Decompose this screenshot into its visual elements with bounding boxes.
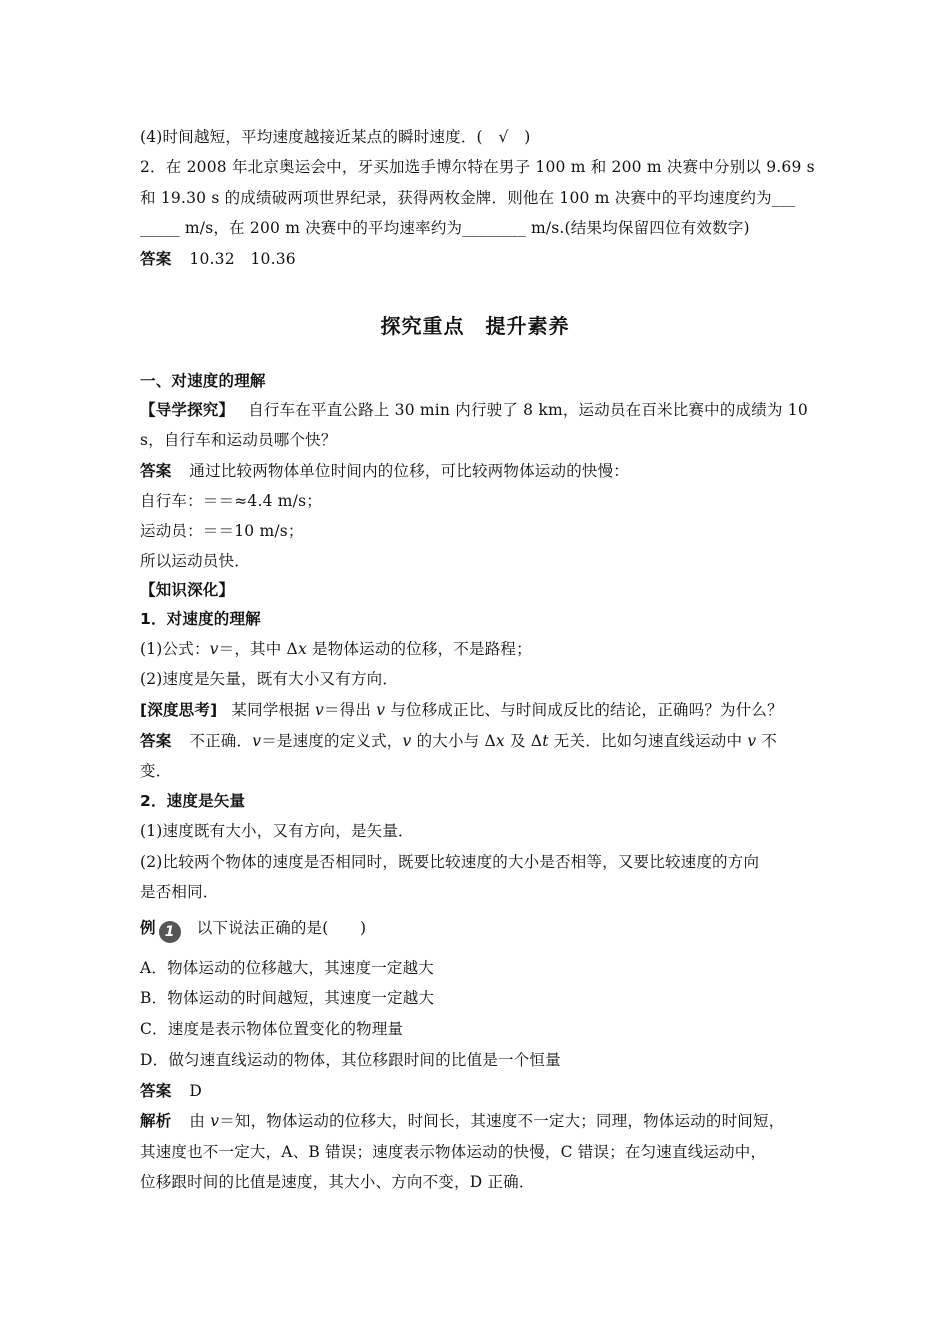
answer-label: 答案 <box>140 462 172 480</box>
var-v: v <box>376 701 386 719</box>
var-v: v <box>747 732 757 750</box>
text: (1)公式： <box>140 640 210 658</box>
answer-label: 答案 <box>140 732 172 750</box>
answer-text: 10.32 10.36 <box>189 250 296 268</box>
option-b: B．物体运动的时间越短，其速度一定越大 <box>140 989 435 1007</box>
deep-label: [深度思考] <box>140 701 218 719</box>
guide-label: 【导学探究】 <box>140 401 235 419</box>
answer-1 <box>140 249 296 269</box>
text: 某同学根据 <box>231 701 316 719</box>
option-c: C．速度是表示物体位置变化的物理量 <box>140 1020 404 1038</box>
solution-line-2: 其速度也不一定大，A、B 错误；速度表示物体运动的快慢，C 错误；在匀速直线运动中， <box>140 1143 767 1161</box>
text: 由 <box>189 1112 211 1130</box>
var-x: x <box>297 640 307 658</box>
vector-line: (2)速度是矢量，既有大小又有方向． <box>140 670 399 688</box>
text: 的大小与 Δ <box>411 732 496 750</box>
knowledge-heading-1: 1．对速度的理解 <box>140 610 261 628</box>
text: 及 Δ <box>504 732 543 750</box>
deep-thinking-line <box>140 700 783 720</box>
knowledge-label: 【知识深化】 <box>140 581 235 599</box>
var-v: v <box>210 1112 220 1130</box>
solution-line-3: 位移跟时间的比值是速度，其大小、方向不变，D 正确． <box>140 1173 535 1191</box>
guide-line-2: s，自行车和运动员哪个快？ <box>140 431 337 449</box>
solution-label: 解析 <box>140 1112 172 1130</box>
runner-speed-line: 运动员：＝＝10 m/s； <box>140 522 304 540</box>
example-question: 以下说法正确的是( ) <box>196 919 367 937</box>
answer-2 <box>140 461 629 481</box>
answer-3 <box>140 731 777 751</box>
example-number-badge: 1 <box>159 921 181 943</box>
vector-item-2-cont: 是否相同． <box>140 883 219 901</box>
text: 与位移成正比、与时间成反比的结论，正确吗？为什么？ <box>385 701 783 719</box>
text: 是物体运动的位移，不是路程； <box>306 640 532 658</box>
text: 不 <box>756 732 778 750</box>
guide-text: 自行车在平直公路上 30 min 内行驶了 8 km，运动员在百米比赛中的成绩为 10 <box>248 401 808 419</box>
text: ＝是速度的定义式， <box>261 732 403 750</box>
vector-item-2: (2)比较两个物体的速度是否相同时，既要比较速度的大小是否相等，又要比较速度的方向 <box>140 853 760 871</box>
knowledge-heading-2: 2．速度是矢量 <box>140 792 246 810</box>
example-1 <box>140 918 366 943</box>
text: ＝知，物体运动的位移大，时间长，其速度不一定大；同理，物体运动的时间短， <box>219 1112 785 1130</box>
var-v: v <box>315 701 324 719</box>
var-v: v <box>209 640 219 658</box>
guide-line-1 <box>140 400 808 420</box>
example-label: 例 <box>140 919 156 937</box>
answer-4 <box>140 1081 202 1101</box>
text: 不正确． <box>189 732 253 750</box>
answer-text: D <box>189 1082 203 1100</box>
solution-line-1 <box>140 1111 784 1131</box>
text: 无关．比如匀速直线运动中 <box>548 732 748 750</box>
var-v: v <box>252 732 262 750</box>
var-x: x <box>495 732 505 750</box>
formula-line <box>140 639 532 659</box>
question-2-line-3: _____ m/s，在 200 m 决赛中的平均速率约为________ m/s.(结果均保留四位有效数字) <box>140 219 750 237</box>
vector-item-1: (1)速度既有大小，又有方向，是矢量． <box>140 822 414 840</box>
question-2-line-2: 和 19.30 s 的成绩破两项世界纪录，获得两枚金牌．则他在 100 m 决赛中的平均速度约为___ <box>140 189 796 207</box>
section-heading-1: 一、对速度的理解 <box>140 372 266 390</box>
var-t: t <box>542 732 549 750</box>
answer-label: 答案 <box>140 250 172 268</box>
section-title: 探究重点 提升素养 <box>380 314 570 338</box>
text: ＝，其中 Δ <box>218 640 298 658</box>
answer-3-cont: 变． <box>140 762 172 780</box>
bike-speed-line: 自行车：＝＝≈4.4 m/s； <box>140 492 322 510</box>
var-v: v <box>402 732 412 750</box>
option-a: A．物体运动的位移越大，其速度一定越大 <box>140 959 434 977</box>
text: ＝得出 <box>323 701 377 719</box>
question-2-line-1: 2．在 2008 年北京奥运会中，牙买加选手博尔特在男子 100 m 和 200 m 决赛中分别以 9.69 s <box>140 158 815 176</box>
option-d: D．做匀速直线运动的物体，其位移跟时间的比值是一个恒量 <box>140 1051 561 1069</box>
item-4-line: (4)时间越短，平均速度越接近某点的瞬时速度．( √ ) <box>140 128 531 146</box>
conclusion-line: 所以运动员快． <box>140 552 250 570</box>
answer-label: 答案 <box>140 1082 172 1100</box>
answer-text: 通过比较两物体单位时间内的位移，可比较两物体运动的快慢： <box>189 462 630 480</box>
